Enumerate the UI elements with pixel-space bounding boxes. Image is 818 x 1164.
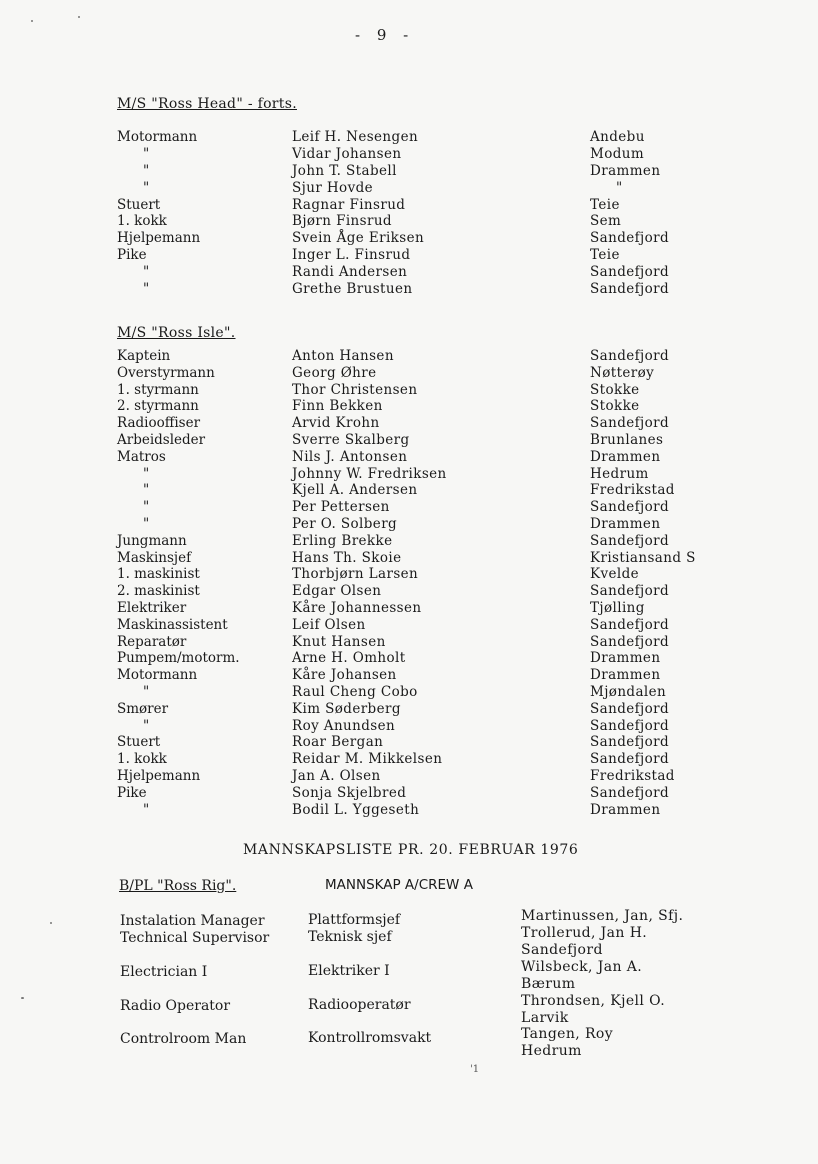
crew-role: Hjelpemann [117,767,201,784]
crew-name: Thor Christensen [292,381,418,398]
crew-home-town: Andebu [590,129,645,145]
speck [50,922,52,924]
crew-home-town: Fredrikstad [590,482,675,499]
crew-role: Maskinsjef [117,549,192,566]
crew-name: Anton Hansen [292,348,394,364]
crew-home-town: Brunlanes [590,431,664,448]
crew-role: " [143,499,150,516]
crew-role: Motormann [117,129,198,145]
crew-home-town: Sandefjord [590,230,670,247]
speck [21,997,24,999]
crew-name: Kim Søderberg [292,700,401,717]
crew-home-town: Sem [590,213,622,230]
rig-crew-home-town: Bærum [521,976,576,992]
crew-name: Edgar Olsen [292,583,382,600]
crew-name: Ragnar Finsrud [292,196,406,213]
ross-rig-heading: B/PL "Ross Rig". [119,878,237,894]
rig-crew-home-town: Larvik [521,1010,569,1026]
crew-name: Grethe Brustuen [292,281,413,298]
crew-name: Jan A. Olsen [292,767,381,784]
rig-crew-member [521,1026,613,1060]
crew-name: Per O. Solberg [292,515,398,532]
crew-home-town: Sandefjord [590,264,670,281]
crew-list-title: MANNSKAPSLISTE PR. 20. FEBRUAR 1976 [243,842,579,858]
crew-role: " [143,179,150,196]
page-number: - 9 - [355,26,415,44]
crew-role: Smører [117,700,169,717]
crew-role: " [143,264,150,281]
crew-home-town: Tjølling [590,599,645,616]
crew-home-town: Teie [590,247,620,264]
crew-home-town: Drammen [590,650,661,667]
crew-role: " [143,683,150,700]
crew-home-town: Sandefjord [590,717,670,734]
crew-home-town: Nøtterøy [590,364,655,381]
crew-home-town: Hedrum [590,465,649,482]
crew-home-town: Sandefjord [590,415,670,432]
crew-home-town: Modum [590,145,645,162]
crew-home-town: Mjøndalen [590,683,667,700]
rig-role-english: Radio Operator [120,998,231,1014]
crew-name: Arne H. Omholt [292,650,406,667]
crew-home-town: " [616,179,623,196]
crew-name: Kjell A. Andersen [292,482,418,499]
crew-role: " [143,482,150,499]
rig-crew-name: Wilsbeck, Jan A. [521,959,643,975]
crew-role: Motormann [117,667,198,684]
rig-role-english: Instalation Manager [120,913,265,929]
crew-role: Reparatør [117,633,187,650]
crew-name: Finn Bekken [292,398,383,415]
crew-name: Leif Olsen [292,616,366,633]
crew-role: " [143,465,150,482]
crew-role: " [143,515,150,532]
rig-role-english: Controlroom Man [120,1031,247,1047]
crew-role: Pumpem/motorm. [117,650,240,667]
rig-role-norwegian: Plattformsjef [308,912,401,928]
rig-crew-home-town: Hedrum [521,1043,582,1059]
crew-role: Kaptein [117,348,171,364]
crew-home-town: Teie [590,196,620,213]
rig-crew-member [521,993,665,1027]
crew-name: Nils J. Antonsen [292,448,408,465]
crew-name: Leif H. Nesengen [292,129,419,145]
crew-home-town: Drammen [590,667,661,684]
crew-name: Kåre Johansen [292,667,397,684]
crew-role: Hjelpemann [117,230,201,247]
crew-role: Overstyrmann [117,364,215,381]
rig-crew-member [521,925,647,959]
crew-home-town: Sandefjord [590,583,670,600]
crew-role: Stuert [117,734,161,751]
crew-role: " [143,801,150,818]
crew-name: Georg Øhre [292,364,377,381]
crew-role: 2. styrmann [117,398,199,415]
crew-home-town: Drammen [590,448,661,465]
crew-role: 1. kokk [117,213,167,230]
crew-name: Arvid Krohn [292,415,380,432]
rig-role-norwegian: Elektriker I [308,963,390,979]
crew-name: Roy Anundsen [292,717,396,734]
crew-role: 1. maskinist [117,566,200,583]
crew-home-town: Sandefjord [590,348,670,364]
crew-role: Pike [117,247,147,264]
ross-head-heading: M/S "Ross Head" - forts. [117,96,297,112]
crew-home-town: Sandefjord [590,499,670,516]
crew-name: Per Pettersen [292,499,390,516]
crew-name: Inger L. Finsrud [292,247,411,264]
crew-role: " [143,145,150,162]
crew-home-town: Sandefjord [590,616,670,633]
crew-name: Hans Th. Skoie [292,549,402,566]
rig-role-english: Technical Supervisor [120,930,270,946]
crew-a-heading: MANNSKAP A/CREW A [325,877,473,893]
crew-name: Raul Cheng Cobo [292,683,418,700]
speck [78,16,80,18]
rig-role-english: Electrician I [120,964,208,980]
crew-role: 1. styrmann [117,381,199,398]
crew-name: Johnny W. Fredriksen [292,465,447,482]
crew-home-town: Sandefjord [590,734,670,751]
crew-home-town: Kristiansand S [590,549,696,566]
page-mark: '1 [470,1064,480,1075]
crew-role: Pike [117,784,147,801]
crew-role: " [143,281,150,298]
crew-home-town: Sandefjord [590,700,670,717]
crew-name: Sjur Hovde [292,179,374,196]
crew-home-town: Fredrikstad [590,767,675,784]
crew-role: 1. kokk [117,751,167,768]
crew-name: Thorbjørn Larsen [292,566,419,583]
crew-name: Bjørn Finsrud [292,213,392,230]
crew-home-town: Drammen [590,515,661,532]
rig-role-norwegian: Radiooperatør [308,997,411,1013]
rig-role-norwegian: Kontrollromsvakt [308,1030,432,1046]
speck [31,20,33,22]
crew-name: Erling Brekke [292,532,393,549]
crew-name: Kåre Johannessen [292,599,422,616]
crew-name: Svein Åge Eriksen [292,230,425,247]
crew-home-town: Stokke [590,381,640,398]
crew-role: Matros [117,448,166,465]
crew-home-town: Sandefjord [590,751,670,768]
crew-home-town: Drammen [590,162,661,179]
crew-name: Roar Bergan [292,734,384,751]
crew-name: Randi Andersen [292,264,408,281]
crew-home-town: Sandefjord [590,281,670,298]
crew-name: Bodil L. Yggeseth [292,801,420,818]
crew-name: Vidar Johansen [292,145,402,162]
rig-crew-member [521,959,642,993]
crew-home-town: Kvelde [590,566,640,583]
crew-role: Jungmann [117,532,187,549]
rig-crew-name: Trollerud, Jan H. [521,925,648,941]
crew-name: Sonja Skjelbred [292,784,407,801]
crew-role: Elektriker [117,599,187,616]
rig-crew-name: Martinussen, Jan, Sfj. [521,908,684,924]
crew-home-town: Sandefjord [590,784,670,801]
crew-role: 2. maskinist [117,583,200,600]
crew-role: Arbeidsleder [117,431,206,448]
crew-name: John T. Stabell [292,162,397,179]
rig-crew-name: Throndsen, Kjell O. [521,993,666,1009]
crew-name: Reidar M. Mikkelsen [292,751,443,768]
crew-home-town: Stokke [590,398,640,415]
crew-role: Stuert [117,196,161,213]
ross-isle-heading: M/S "Ross Isle". [117,325,236,341]
rig-crew-member [521,908,683,925]
rig-crew-name: Tangen, Roy [521,1026,614,1042]
crew-role: " [143,717,150,734]
crew-home-town: Sandefjord [590,633,670,650]
crew-role: " [143,162,150,179]
crew-name: Knut Hansen [292,633,386,650]
rig-crew-home-town: Sandefjord [521,942,603,958]
crew-home-town: Sandefjord [590,532,670,549]
crew-name: Sverre Skalberg [292,431,410,448]
crew-role: Maskinassistent [117,616,228,633]
rig-role-norwegian: Teknisk sjef [308,929,392,945]
crew-role: Radiooffiser [117,415,201,432]
crew-home-town: Drammen [590,801,661,818]
